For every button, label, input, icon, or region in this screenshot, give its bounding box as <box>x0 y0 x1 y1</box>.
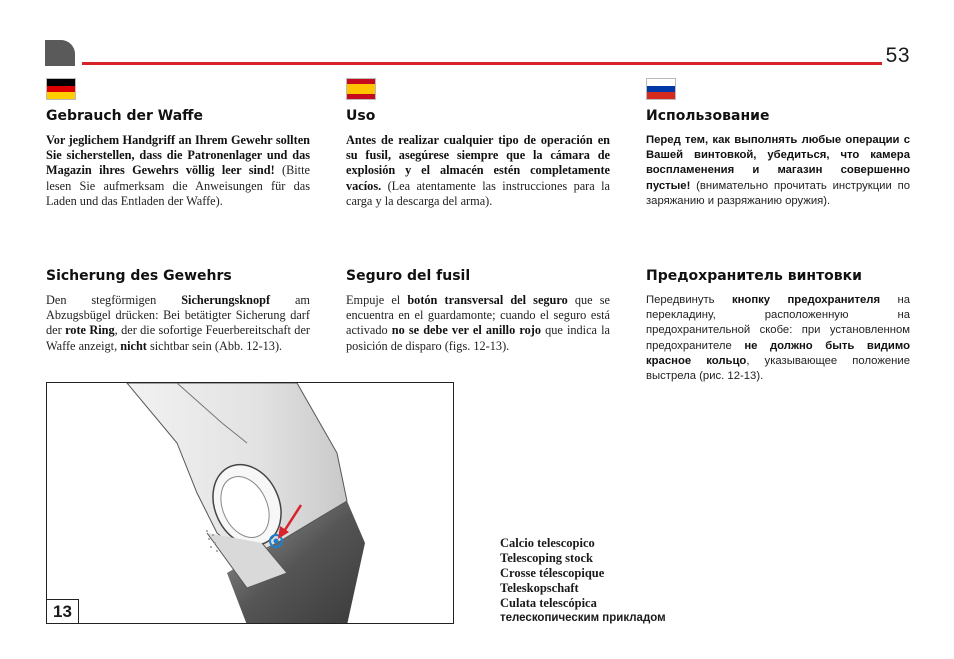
intro-bold: Перед тем, как выполнять любые операции с Вашей винтовкой, убедиться, что камера воспламенения и магазин совершенно пустые! <box>646 134 910 192</box>
caption-line: Culata telescópica <box>500 596 597 610</box>
spanish-flag-icon <box>346 78 376 100</box>
flag-stripe-middle <box>347 84 375 94</box>
column-german <box>46 78 310 209</box>
flag-stripe-top <box>647 79 675 86</box>
figure-number: 13 <box>47 599 79 623</box>
safety-button <box>274 539 279 544</box>
subsection-heading: Предохранитель винтовки <box>646 268 862 284</box>
text-part: Den stegförmigen <box>46 293 182 307</box>
text-part: que indica la posición de disparo (figs. 12-13). <box>346 323 610 353</box>
column-russian <box>646 78 910 209</box>
intro-paragraph <box>346 133 610 209</box>
subsection-paragraph <box>46 293 310 354</box>
intro-paragraph <box>46 133 310 209</box>
section-heading: Использование <box>646 108 770 124</box>
subsection-russian <box>646 260 910 384</box>
text-part: Передвинуть <box>646 294 732 306</box>
intro-rest: (внимательно прочитать инструкции по заряжанию и разряжанию оружия). <box>646 179 910 207</box>
intro-rest: (Lea atentamente las instrucciones para la carga y la descarga del arma). <box>346 178 610 208</box>
russian-flag-icon <box>646 78 676 100</box>
section-heading: Gebrauch der Waffe <box>46 108 203 124</box>
text-part: Empuje el <box>346 293 408 307</box>
subsection-heading: Sicherung des Gewehrs <box>46 268 232 284</box>
text-part: , указывающее положение выстрела (рис. 12-13). <box>646 354 910 383</box>
caption-line: телескопическим прикладом <box>500 612 666 624</box>
caption-line: Teleskopschaft <box>500 581 579 595</box>
subsection-paragraph <box>646 293 910 384</box>
caption-line: Telescoping stock <box>500 551 593 565</box>
flag-stripe-bottom <box>647 92 675 99</box>
flag-stripe-bottom <box>347 94 375 99</box>
text-part: , der die sofortige Feuerbereitschaft der Waffe anzeigt, <box>46 323 311 353</box>
intro-paragraph <box>646 133 910 209</box>
text-bold: не должно быть видимо красное кольцо <box>646 339 910 367</box>
page-number: 53 <box>885 44 910 67</box>
rifle-illustration <box>47 383 454 624</box>
header-rule <box>82 62 882 65</box>
text-part: que se encuentra en el guardamonte; cuando el seguro está activado <box>346 293 610 338</box>
german-flag-icon <box>46 78 76 100</box>
flag-stripe-bottom <box>47 92 75 99</box>
text-bold: no se debe ver el anillo rojo <box>391 323 541 338</box>
section-heading: Uso <box>346 108 376 124</box>
section-tab-marker <box>45 40 75 66</box>
text-part: am Abzugsbügel drücken: Bei betätigter Sicherung darf der <box>46 293 310 338</box>
intro-bold: Antes de realizar cualquier tipo de operación en su fusil, asegúrese siempre que la cámara de explosión y el almacén estén completamente vacíos. <box>346 133 610 193</box>
text-bold: botón transversal del seguro <box>407 293 568 307</box>
column-spanish <box>346 78 610 209</box>
subsection-heading: Seguro del fusil <box>346 268 471 284</box>
figure-caption <box>500 536 666 626</box>
text-bold: rote Ring <box>65 323 115 338</box>
subsection-paragraph <box>346 293 610 354</box>
text-bold: Sicherungsknopf <box>181 293 271 307</box>
intro-bold: Vor jeglichem Handgriff an Ihrem Gewehr sollten Sie sicherstellen, dass die Patronenlager und das Magazin ihres Gewehrs völlig leer sind! <box>46 133 310 178</box>
flag-stripe-middle <box>647 86 675 93</box>
text-bold: nicht <box>120 338 147 353</box>
flag-stripe-top <box>47 79 75 86</box>
intro-rest: (Bitte lesen Sie aufmerksam die Anweisungen für das Laden und das Entladen der Waffe). <box>46 163 310 208</box>
subsection-german <box>46 260 310 354</box>
figure-13 <box>46 382 454 624</box>
flag-stripe-middle <box>47 86 75 93</box>
text-part: sichtbar sein (Abb. 12-13). <box>146 338 283 353</box>
text-bold: кнопку предохранителя <box>731 294 881 306</box>
caption-line: Calcio telescopico <box>500 536 595 550</box>
caption-line: Crosse télescopique <box>500 566 605 580</box>
subsection-spanish <box>346 260 610 354</box>
text-part: на перекладину, расположенную на предохранительной скобе: при установленном предохранителе <box>646 294 910 352</box>
